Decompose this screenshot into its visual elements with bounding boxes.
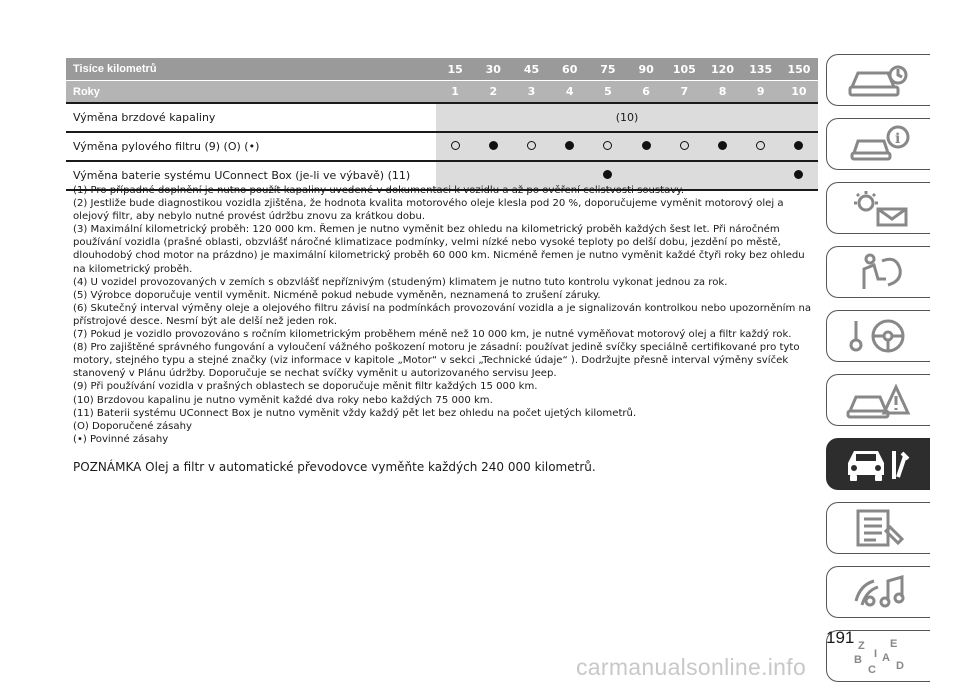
km-cell: 135 <box>749 62 773 76</box>
svg-text:C: C <box>867 664 876 676</box>
mandatory-dot-icon <box>551 140 589 153</box>
row-label: Výměna pylového filtru (9) (O) (•) <box>66 133 436 160</box>
footnote: (5) Výrobce doporučuje ventil vyměnit. Nicméně pokud nebude vyměněn, neznamená to zrušení záruky. <box>73 289 601 301</box>
recommended-circle-icon <box>742 140 780 153</box>
svg-text:B: B <box>853 654 862 666</box>
year-cell: 7 <box>680 85 689 98</box>
row-label: Výměna brzdové kapaliny <box>66 104 436 131</box>
year-cell: 10 <box>791 85 807 98</box>
mandatory-dot-icon <box>780 140 818 153</box>
footnote: (10) Brzdovou kapalinu je nutno vyměnit každé dva roky nebo každých 75 000 km. <box>73 394 493 406</box>
km-cell: 45 <box>523 62 540 76</box>
maintenance-table <box>66 58 818 191</box>
tab-starting-driving[interactable] <box>826 310 930 362</box>
svg-text:I: I <box>873 648 877 660</box>
footnote: (9) Při používání vozidla v prašných oblastech se doporučuje měnit filtr každých 15 000 km. <box>73 381 538 393</box>
year-cell: 5 <box>604 85 612 98</box>
km-cell: 120 <box>711 62 734 76</box>
km-cell: 150 <box>787 62 811 76</box>
tab-safety[interactable] <box>826 246 930 298</box>
tab-technical-data[interactable] <box>826 502 930 554</box>
warning-lights-icon <box>844 187 914 229</box>
year-cell: 4 <box>565 85 574 98</box>
footnote: (1) Pro případné doplnění je nutno použít kapaliny uvedené v dokumentaci k vozidlu a až po ověření celistvosti soustavy. <box>73 185 685 196</box>
chapter-tabs <box>826 54 936 694</box>
brake-fluid-interval: (10) <box>436 104 818 131</box>
footnote: (O) Doporučené zásahy <box>73 420 192 432</box>
year-cell: 8 <box>718 85 727 98</box>
mandatory-dot-icon <box>474 140 512 153</box>
km-cell: 15 <box>447 62 463 76</box>
km-cell: 60 <box>562 62 578 76</box>
km-cell: 90 <box>638 62 654 76</box>
footnotes <box>73 184 819 446</box>
recommended-circle-icon <box>665 140 703 153</box>
recommended-circle-icon <box>589 140 627 153</box>
emergency-icon <box>844 379 914 421</box>
mandatory-dot-icon <box>780 169 818 182</box>
svg-text:A: A <box>881 652 890 664</box>
mandatory-dot-icon <box>703 140 741 153</box>
maintenance-car-icon <box>844 443 914 485</box>
svg-text:E: E <box>889 638 897 650</box>
svg-text:i: i <box>894 131 900 147</box>
header-km-row <box>66 58 818 80</box>
footnote: (4) U vozidel provozovaných v zemích s obzvlášť nepříznivým (studeným) klimatem je nutno tuto kontrolu vykonat jednou za rok. <box>73 276 728 288</box>
page-number: 191 <box>826 628 855 647</box>
mandatory-dot-icon <box>627 140 665 153</box>
tab-warning-lights[interactable] <box>826 182 930 234</box>
row-label: Výměna baterie systému UConnect Box (je-li ve výbavě) (11) <box>66 162 436 189</box>
footnote: (8) Pro zajištěné správného fungování a vyloučení vážného poškození motoru je zásadní: používat jedině svíčky speciálně certifikované pro tyto motory, stejného typu a stejné značky (viz informace v kapitole „Motor“ v sekci „Technické údaje“ ). Dodržujte přesně interval výměny svíček stanovený v Plánu údržby. Doporučuje se nechat svíčky vyměnit u autorizovaného servisu Jeep. <box>73 342 800 380</box>
tab-multimedia[interactable] <box>826 566 930 618</box>
footnote: (3) Maximální kilometrický proběh: 120 000 km. Řemen je nutno vyměnit bez ohledu na kilometrický proběh každých šest let. Při náročném používání vozidla (prašné oblasti, obzvlášť náročné klimatizace podmínky, velmi nízké nebo vysoké teploty po delší dobu, jezdění po městě, dlouhodobý chod motor na prázdno) je maximální kilometrický proběh 60 000 km. Nicméně řemen je nutno vyměnit každé čtyři roky bez ohledu na kilometrický proběh. <box>73 224 805 275</box>
footnote: (•) Povinné zásahy <box>73 433 169 445</box>
starting-driving-icon <box>844 315 914 357</box>
tab-maintenance[interactable] <box>826 438 930 490</box>
year-cell: 9 <box>756 85 765 98</box>
header-years-label: Roky <box>73 85 100 98</box>
mandatory-dot-icon <box>589 169 627 182</box>
header-km-label: Tisíce kilometrů <box>73 63 157 75</box>
year-cell: 3 <box>527 85 536 98</box>
footnote: (11) Baterii systému UConnect Box je nutno vyměnit vždy každý pět let bez ohledu na počet ujetých kilometrů. <box>73 407 637 419</box>
tab-car-dashboard[interactable] <box>826 54 930 106</box>
table-row-pollen-filter <box>66 131 818 160</box>
svg-text:D: D <box>895 660 904 672</box>
footnote: (7) Pokud je vozidlo provozováno s ročním kilometrickým proběhem méně než 10 000 km, je nutné vyměňovat motorový olej a filtr každý rok. <box>73 329 792 341</box>
km-cell: 105 <box>672 62 696 76</box>
footnote: (2) Jestliže bude diagnostikou vozidla zjištěna, že hodnota kvalita motorového oleje klesla pod 20 %, doporučujeme vyměnit motorový olej a olejový filtr, aby nebylo nutné provést údržbu znovu za krátkou dobu. <box>73 198 784 223</box>
year-cell: 1 <box>451 85 459 98</box>
year-cell: 6 <box>642 85 650 98</box>
table-row-brake-fluid <box>66 102 818 131</box>
car-dashboard-icon <box>844 59 914 101</box>
km-cell: 75 <box>600 62 616 76</box>
footnote: (6) Skutečný interval výměny oleje a olejového filtru závisí na podmínkách provozování vozidla a je signalizován kontrolkou nebo upozorněním na přístrojové desce. Nesmí být ale delší než jeden rok. <box>73 302 812 327</box>
km-cell: 30 <box>485 62 501 76</box>
multimedia-icon <box>844 571 914 613</box>
car-info-icon <box>844 123 914 165</box>
tab-emergency[interactable] <box>826 374 930 426</box>
recommended-circle-icon <box>436 140 474 153</box>
svg-text:Z: Z <box>857 640 865 652</box>
technical-data-icon <box>844 507 914 549</box>
year-cell: 2 <box>489 85 498 98</box>
tab-car-info[interactable] <box>826 118 930 170</box>
final-note: POZNÁMKA Olej a filtr v automatické převodovce vyměňte každých 240 000 kilometrů. <box>73 460 596 474</box>
header-years-row <box>66 80 818 102</box>
recommended-circle-icon <box>512 140 550 153</box>
safety-airbag-icon <box>844 251 914 293</box>
watermark: carmanualsonline.info <box>576 654 807 680</box>
